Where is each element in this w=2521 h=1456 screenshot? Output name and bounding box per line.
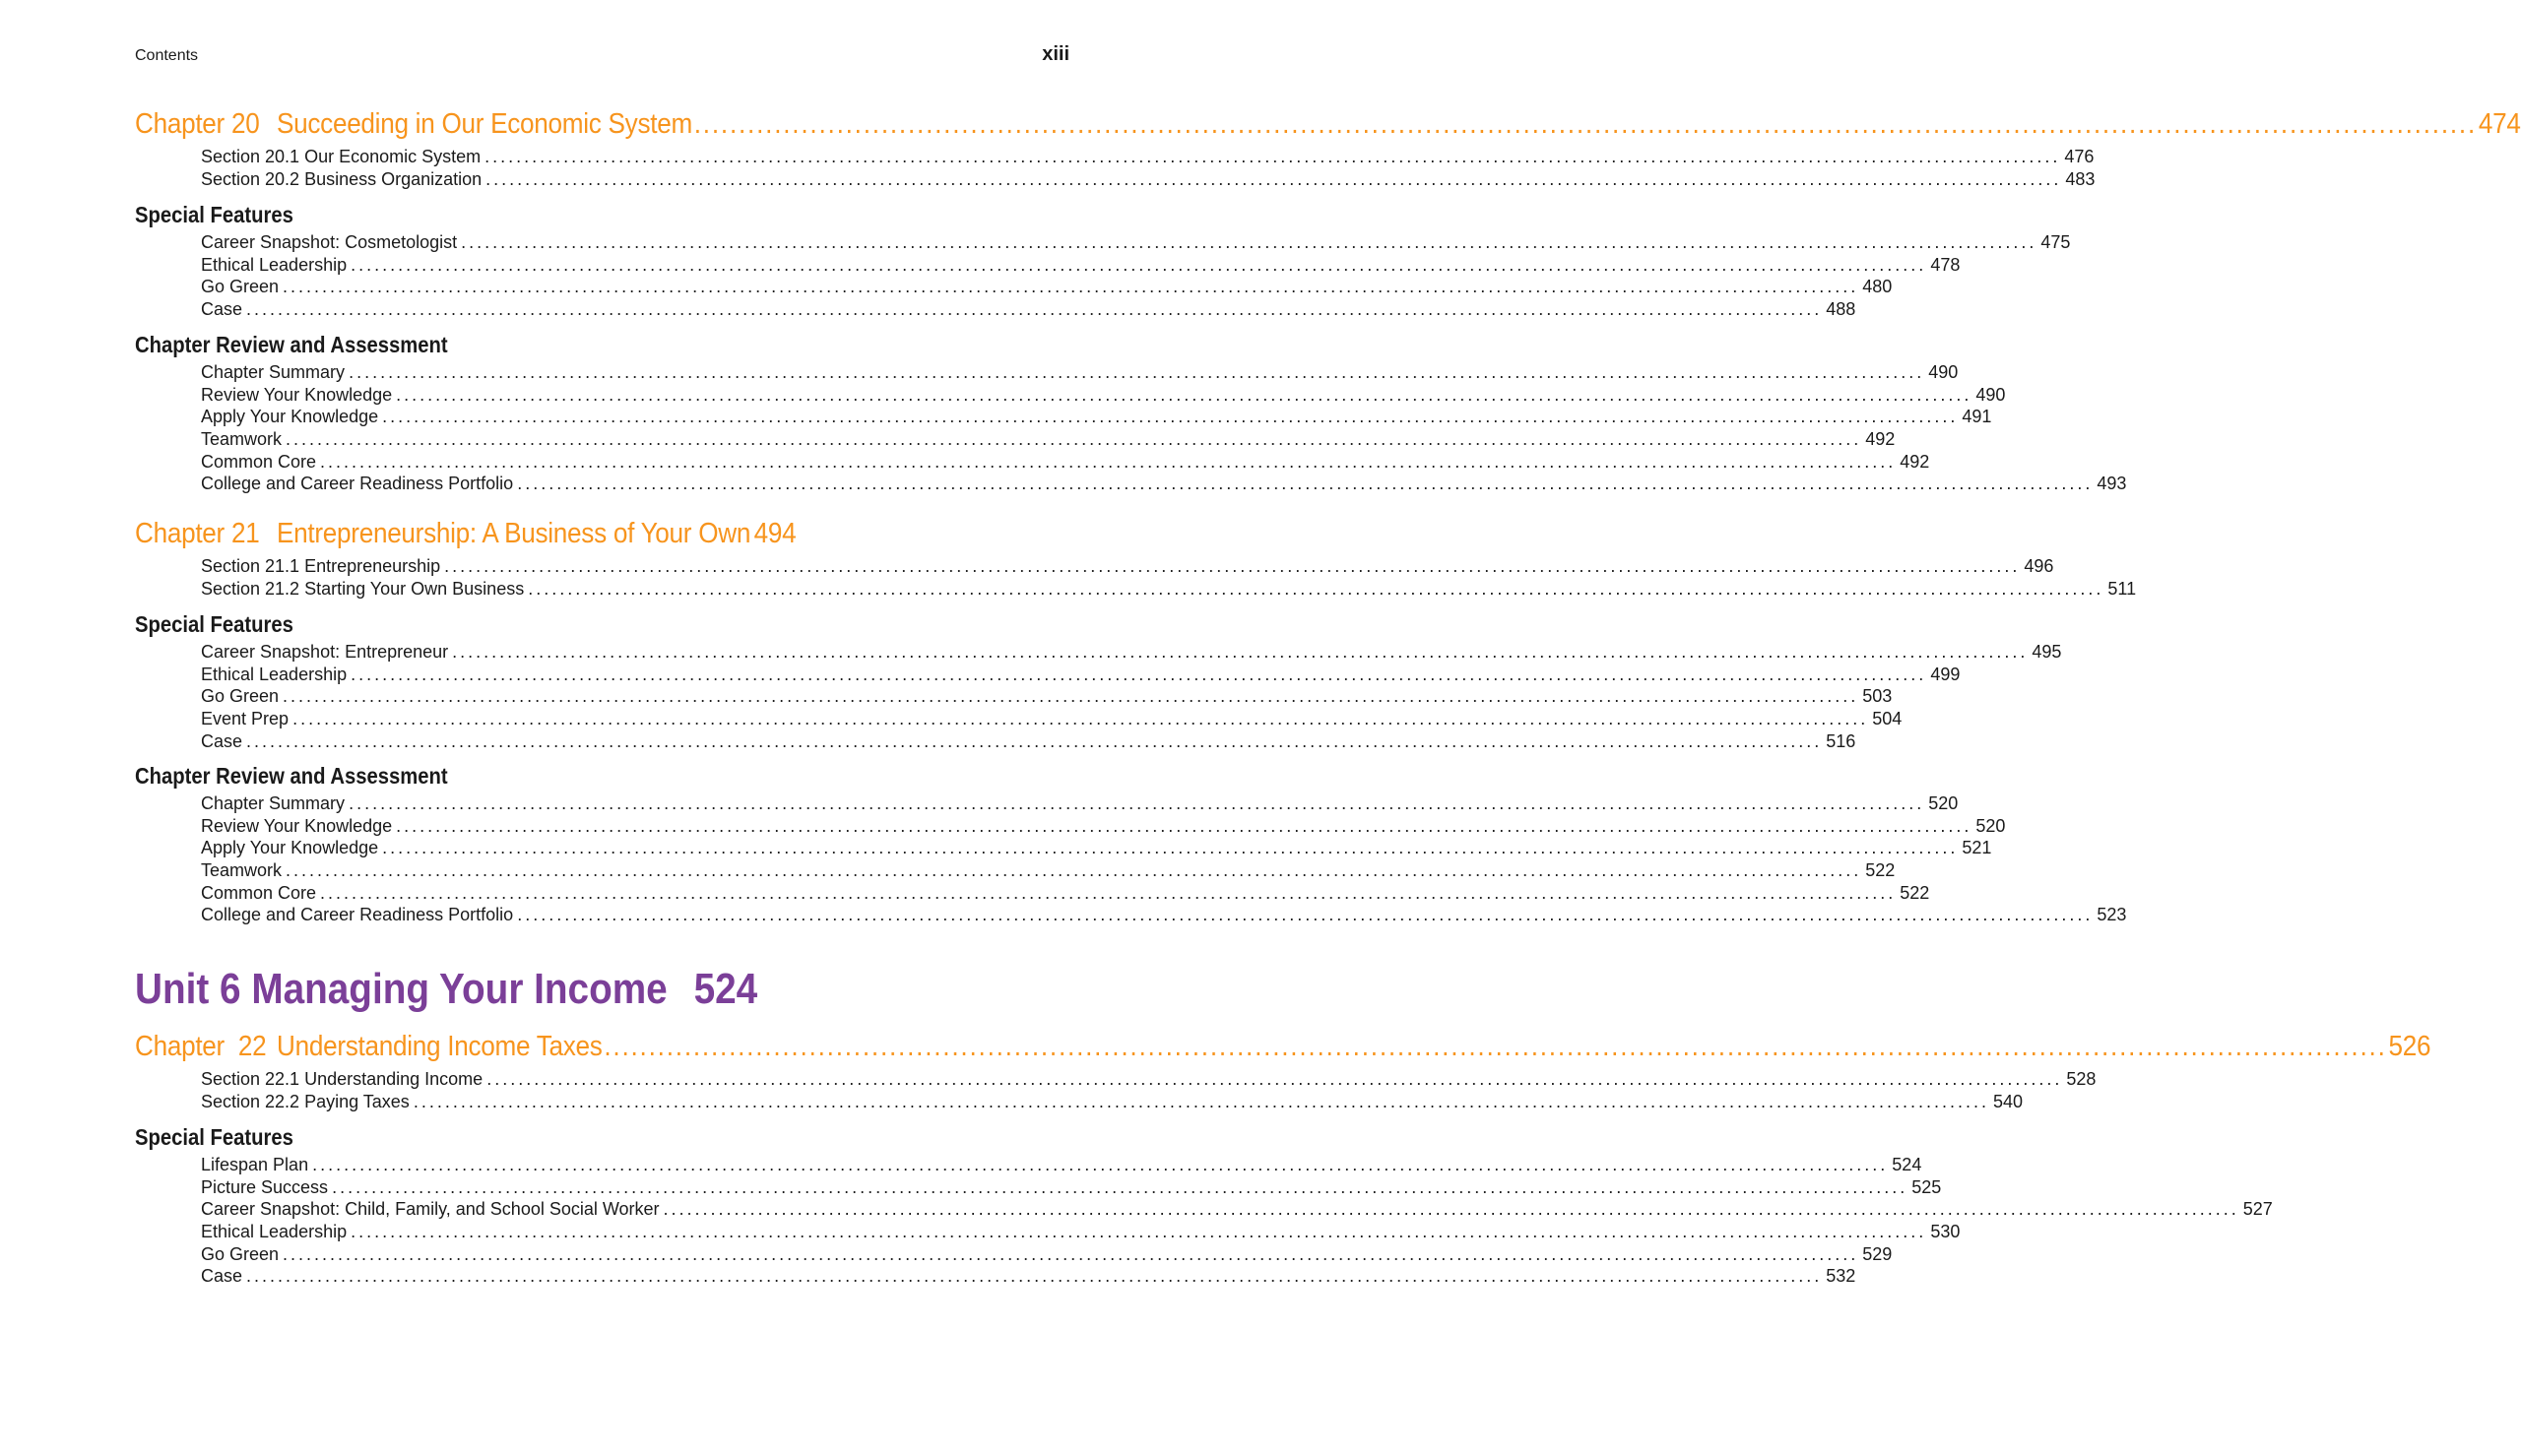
leader-dots: ........................................................................................................................................................................................................ bbox=[246, 730, 1823, 751]
toc-entry-page: 493 bbox=[2097, 474, 2127, 494]
toc-entry bbox=[201, 1176, 1942, 1199]
toc-entry bbox=[201, 254, 1961, 277]
toc-entry bbox=[201, 1068, 2097, 1091]
toc-entry-label: Career Snapshot: Child, Family, and School Social Worker bbox=[201, 1199, 660, 1220]
toc-entry bbox=[201, 406, 1992, 428]
toc-entry-label: Chapter Summary bbox=[201, 793, 346, 813]
toc-entry-label: Lifespan Plan bbox=[201, 1155, 309, 1174]
toc-entry-label: Teamwork bbox=[201, 429, 283, 450]
special-features-heading: Special Features bbox=[135, 1124, 293, 1150]
leader-dots: ........................................................................................................................................................................................................ bbox=[486, 1069, 2063, 1089]
toc-entry-page: 495 bbox=[2032, 642, 2062, 662]
toc-entry-label: Career Snapshot: Cosmetologist bbox=[201, 232, 458, 252]
toc-entry-label: Section 22.1 Understanding Income bbox=[201, 1069, 484, 1089]
chapter-page: 526 bbox=[2388, 1031, 2431, 1062]
toc-entry-page: 483 bbox=[2065, 168, 2096, 189]
toc-entry-label: Common Core bbox=[201, 882, 317, 903]
toc-entry bbox=[201, 231, 2071, 254]
leader-dots: ........................................................................................................................................................................................................ bbox=[444, 556, 2021, 576]
toc-entry bbox=[201, 146, 2095, 168]
leader-dots: ........................................................................................................................................................................................................ bbox=[604, 1031, 2387, 1062]
toc-entry-label: Go Green bbox=[201, 686, 280, 707]
toc-entry-page: 496 bbox=[2024, 556, 2054, 576]
toc-entry-label: Section 22.2 Paying Taxes bbox=[201, 1091, 410, 1111]
chapter-21-sections bbox=[201, 555, 2137, 600]
toc-entry-label: Go Green bbox=[201, 277, 280, 297]
toc-entry-label: Review Your Knowledge bbox=[201, 384, 393, 405]
leader-dots: ........................................................................................................................................................................................................ bbox=[320, 882, 1897, 903]
toc-entry-page: 475 bbox=[2040, 232, 2071, 252]
toc-entry-label: Case bbox=[201, 1266, 243, 1287]
toc-entry bbox=[201, 384, 2006, 407]
chapter-20-review-list bbox=[201, 361, 2127, 495]
toc-entry bbox=[201, 792, 1959, 815]
toc-entry bbox=[201, 578, 2137, 601]
toc-entry bbox=[201, 882, 1930, 905]
toc-entry-label: Case bbox=[201, 730, 243, 751]
toc-entry-page: 478 bbox=[1930, 254, 1961, 275]
leader-dots: ........................................................................................................................................................................................................ bbox=[396, 384, 1972, 405]
toc-entry bbox=[201, 428, 1896, 451]
toc-entry bbox=[201, 664, 1961, 686]
leader-dots: ........................................................................................................................................................................................................ bbox=[246, 299, 1823, 320]
chapter-review-heading: Chapter Review and Assessment bbox=[135, 332, 448, 357]
unit-6-heading bbox=[135, 965, 757, 1014]
special-features-heading: Special Features bbox=[135, 202, 293, 227]
leader-dots: ........................................................................................................................................................................................................ bbox=[517, 474, 2094, 494]
leader-dots: ........................................................................................................................................................................................................ bbox=[283, 686, 1859, 707]
toc-entry-label: Ethical Leadership bbox=[201, 254, 348, 275]
toc-entry bbox=[201, 1221, 1961, 1243]
toc-entry bbox=[201, 555, 2054, 578]
toc-entry bbox=[201, 837, 1992, 859]
toc-entry-label: Section 21.2 Starting Your Own Business bbox=[201, 578, 525, 599]
toc-entry bbox=[201, 1091, 2024, 1113]
toc-entry bbox=[201, 708, 1903, 730]
toc-entry-page: 488 bbox=[1826, 299, 1856, 320]
chapter-20-sections bbox=[201, 146, 2096, 190]
toc-entry bbox=[201, 168, 2096, 191]
leader-dots: ........................................................................................................................................................................................................ bbox=[246, 1266, 1823, 1287]
toc-entry-label: Picture Success bbox=[201, 1176, 329, 1197]
leader-dots: ........................................................................................................................................................................................................ bbox=[351, 1222, 1927, 1242]
unit-title: Unit 6 Managing Your Income bbox=[135, 965, 668, 1013]
toc-entry bbox=[201, 641, 2062, 664]
toc-entry bbox=[201, 685, 1893, 708]
chapter-review-heading: Chapter Review and Assessment bbox=[135, 763, 448, 789]
toc-entry-page: 503 bbox=[1862, 686, 1893, 707]
toc-entry bbox=[201, 904, 2127, 926]
chapter-number: Chapter 21 bbox=[135, 518, 260, 549]
leader-dots: ........................................................................................................................................................................................................ bbox=[349, 793, 1925, 813]
leader-dots: ........................................................................................................................................................................................................ bbox=[312, 1155, 1889, 1174]
toc-entry-page: 530 bbox=[1930, 1222, 1961, 1242]
chapter-page: 474 bbox=[2478, 108, 2521, 140]
toc-entry bbox=[201, 859, 1896, 882]
chapter-22-special-features bbox=[201, 1154, 2273, 1288]
toc-entry-label: Career Snapshot: Entrepreneur bbox=[201, 642, 449, 662]
toc-entry-label: College and Career Readiness Portfolio bbox=[201, 474, 514, 494]
chapter-21-special-features bbox=[201, 641, 2062, 752]
toc-entry bbox=[201, 1265, 1856, 1288]
chapter-page: 494 bbox=[753, 518, 797, 549]
toc-entry-label: Review Your Knowledge bbox=[201, 815, 393, 836]
toc-entry bbox=[201, 1198, 2273, 1221]
toc-entry-page: 480 bbox=[1862, 277, 1893, 297]
chapter-21-heading bbox=[135, 518, 797, 550]
leader-dots: ........................................................................................................................................................................................................ bbox=[517, 905, 2094, 925]
toc-entry bbox=[201, 815, 2006, 838]
toc-entry-page: 528 bbox=[2066, 1069, 2097, 1089]
toc-entry-label: Section 21.1 Entrepreneurship bbox=[201, 556, 441, 576]
leader-dots: ........................................................................................................................................................................................................ bbox=[485, 168, 2062, 189]
chapter-22-heading bbox=[135, 1031, 2431, 1063]
leader-dots: ........................................................................................................................................................................................................ bbox=[283, 277, 1859, 297]
toc-entry-page: 490 bbox=[1975, 384, 2006, 405]
leader-dots: ........................................................................................................................................................................................................ bbox=[528, 578, 2104, 599]
toc-entry-label: Section 20.1 Our Economic System bbox=[201, 147, 482, 166]
leader-dots: ........................................................................................................................................................................................................ bbox=[286, 860, 1862, 881]
leader-dots: ........................................................................................................................................................................................................ bbox=[452, 642, 2029, 662]
chapter-title: Entrepreneurship: A Business of Your Own bbox=[277, 518, 751, 549]
toc-entry-page: 523 bbox=[2097, 905, 2127, 925]
toc-entry-page: 492 bbox=[1900, 451, 1930, 472]
chapter-21-review-list bbox=[201, 792, 2127, 926]
leader-dots: ........................................................................................................................................................................................................ bbox=[396, 815, 1972, 836]
leader-dots: ........................................................................................................................................................................................................ bbox=[663, 1199, 2239, 1220]
toc-entry-page: 525 bbox=[1911, 1176, 1942, 1197]
leader-dots: ........................................................................................................................................................................................................ bbox=[351, 664, 1927, 684]
toc-entry-page: 524 bbox=[1892, 1155, 1922, 1174]
toc-entry-page: 527 bbox=[2242, 1199, 2273, 1220]
chapter-20-special-features bbox=[201, 231, 2071, 321]
chapter-title: Understanding Income Taxes bbox=[277, 1031, 603, 1062]
page-number: xiii bbox=[1042, 43, 1069, 65]
toc-entry bbox=[201, 276, 1893, 298]
toc-entry-page: 490 bbox=[1928, 362, 1959, 382]
leader-dots: ........................................................................................................................................................................................................ bbox=[485, 147, 2061, 166]
toc-entry-page: 520 bbox=[1928, 793, 1959, 813]
toc-entry-label: Apply Your Knowledge bbox=[201, 407, 379, 427]
toc-entry-page: 492 bbox=[1865, 429, 1896, 450]
toc-entry-label: Apply Your Knowledge bbox=[201, 838, 379, 858]
toc-entry-label: Common Core bbox=[201, 451, 317, 472]
unit-page: 524 bbox=[693, 965, 758, 1013]
special-features-heading: Special Features bbox=[135, 611, 293, 637]
toc-entry bbox=[201, 473, 2127, 495]
leader-dots: ........................................................................................................................................................................................................ bbox=[413, 1091, 1990, 1111]
chapter-number: Chapter 22 bbox=[135, 1031, 267, 1062]
toc-entry-page: 540 bbox=[1993, 1091, 2024, 1111]
toc-entry-label: Teamwork bbox=[201, 860, 283, 881]
toc-entry-page: 516 bbox=[1826, 730, 1856, 751]
toc-entry-label: Case bbox=[201, 299, 243, 320]
toc-entry-label: Section 20.2 Business Organization bbox=[201, 168, 483, 189]
running-head: Contents bbox=[135, 47, 199, 64]
chapter-number: Chapter 20 bbox=[135, 108, 260, 140]
toc-entry-label: Ethical Leadership bbox=[201, 1222, 348, 1242]
toc-entry-page: 520 bbox=[1975, 815, 2006, 836]
toc-entry-label: College and Career Readiness Portfolio bbox=[201, 905, 514, 925]
toc-entry bbox=[201, 730, 1856, 753]
toc-entry bbox=[201, 1243, 1893, 1266]
toc-entry-label: Go Green bbox=[201, 1243, 280, 1264]
toc-entry-label: Event Prep bbox=[201, 709, 290, 729]
chapter-22-sections bbox=[201, 1068, 2097, 1112]
toc-entry bbox=[201, 361, 1959, 384]
leader-dots: ........................................................................................................................................................................................................ bbox=[320, 451, 1897, 472]
toc-entry-page: 529 bbox=[1862, 1243, 1893, 1264]
toc-entry-page: 491 bbox=[1962, 407, 1992, 427]
leader-dots: ........................................................................................................................................................................................................ bbox=[286, 429, 1862, 450]
leader-dots: ........................................................................................................................................................................................................ bbox=[351, 254, 1927, 275]
leader-dots: ........................................................................................................................................................................................................ bbox=[292, 709, 1869, 729]
toc-entry-page: 522 bbox=[1900, 882, 1930, 903]
leader-dots: ........................................................................................................................................................................................................ bbox=[461, 232, 2037, 252]
toc-entry-label: Chapter Summary bbox=[201, 362, 346, 382]
toc-entry bbox=[201, 298, 1856, 321]
toc-entry-page: 511 bbox=[2107, 578, 2137, 599]
toc-entry bbox=[201, 451, 1930, 474]
leader-dots: ........................................................................................................................................................................................................ bbox=[349, 362, 1925, 382]
toc-entry-page: 522 bbox=[1865, 860, 1896, 881]
toc-entry-label: Ethical Leadership bbox=[201, 664, 348, 684]
chapter-20-heading bbox=[135, 108, 2521, 141]
toc-entry-page: 521 bbox=[1962, 838, 1992, 858]
chapter-title: Succeeding in Our Economic System bbox=[277, 108, 692, 140]
leader-dots: ........................................................................................................................................................................................................ bbox=[382, 407, 1959, 427]
toc-entry-page: 499 bbox=[1930, 664, 1961, 684]
leader-dots: ........................................................................................................................................................................................................ bbox=[382, 838, 1959, 858]
leader-dots: ........................................................................................................................................................................................................ bbox=[283, 1243, 1859, 1264]
toc-entry-page: 476 bbox=[2064, 147, 2095, 166]
toc-entry bbox=[201, 1154, 1922, 1176]
leader-dots: ........................................................................................................................................................................................................ bbox=[693, 108, 2478, 140]
leader-dots: ........................................................................................................................................................................................................ bbox=[332, 1176, 1908, 1197]
toc-entry-page: 504 bbox=[1872, 709, 1903, 729]
toc-entry-page: 532 bbox=[1826, 1266, 1856, 1287]
